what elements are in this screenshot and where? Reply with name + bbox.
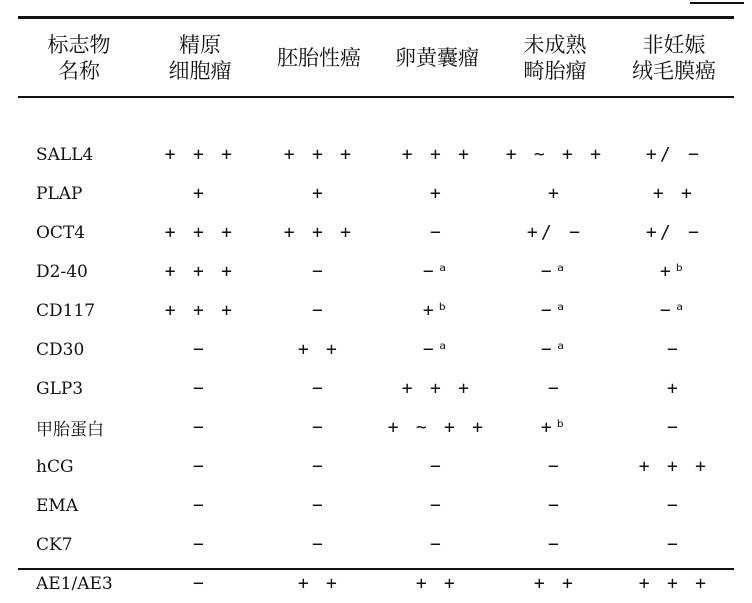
expression-value: − bbox=[311, 534, 327, 555]
expression-value: − bbox=[192, 378, 208, 399]
expression-value: + + bbox=[297, 339, 341, 360]
expression-value: +/ − bbox=[645, 144, 703, 165]
header-line: 精原 bbox=[179, 32, 221, 57]
marker-name-cell: CK7 bbox=[36, 534, 73, 555]
expression-value: + + + bbox=[401, 378, 473, 399]
expression-value: + + bbox=[415, 573, 459, 594]
header-yolk-sac-tumor bbox=[378, 20, 496, 96]
expression-cell bbox=[260, 447, 378, 486]
expression-value: − bbox=[547, 495, 563, 516]
marker-name-cell: EMA bbox=[36, 495, 79, 516]
expression-value: +ᵇ bbox=[540, 417, 570, 438]
marker-name-cell: PLAP bbox=[36, 183, 83, 204]
expression-value: − bbox=[666, 534, 682, 555]
expression-value: + + + bbox=[638, 573, 710, 594]
header-line: 名称 bbox=[58, 59, 100, 83]
expression-cell bbox=[496, 369, 614, 408]
expression-cell bbox=[496, 174, 614, 213]
expression-cell bbox=[140, 486, 260, 525]
expression-cell bbox=[496, 213, 614, 252]
expression-value: − bbox=[547, 456, 563, 477]
expression-cell bbox=[614, 330, 734, 369]
expression-value: + bbox=[311, 183, 327, 204]
expression-cell bbox=[260, 291, 378, 330]
expression-cell bbox=[496, 486, 614, 525]
header-line: 未成熟 bbox=[523, 32, 587, 57]
table-row bbox=[18, 369, 734, 408]
expression-cell bbox=[260, 564, 378, 603]
expression-cell bbox=[614, 252, 734, 291]
expression-value: − bbox=[429, 222, 445, 243]
expression-value: −ᵃ bbox=[540, 261, 570, 282]
marker-name-cell: 甲胎蛋白 bbox=[36, 420, 104, 440]
expression-value: + bbox=[666, 378, 682, 399]
expression-cell bbox=[260, 408, 378, 447]
expression-value: + + + bbox=[164, 261, 236, 282]
expression-cell bbox=[614, 369, 734, 408]
expression-value: −ᵃ bbox=[422, 339, 452, 360]
table-row bbox=[18, 291, 734, 330]
table-header bbox=[18, 20, 734, 96]
expression-value: − bbox=[192, 456, 208, 477]
expression-value: − bbox=[429, 534, 445, 555]
table-row bbox=[18, 486, 734, 525]
expression-cell bbox=[614, 213, 734, 252]
header-line: 标志物 bbox=[47, 32, 111, 57]
marker-name-cell: AE1/AE3 bbox=[36, 573, 113, 594]
expression-cell bbox=[260, 135, 378, 174]
expression-cell bbox=[260, 369, 378, 408]
expression-value: − bbox=[429, 495, 445, 516]
expression-cell bbox=[378, 174, 496, 213]
cropped-text-fragment bbox=[690, 0, 744, 7]
marker-name-cell: SALL4 bbox=[36, 144, 94, 165]
expression-cell bbox=[140, 135, 260, 174]
expression-cell bbox=[260, 525, 378, 564]
expression-cell bbox=[378, 369, 496, 408]
expression-value: + bbox=[547, 183, 563, 204]
header-line: 卵黄囊瘤 bbox=[395, 45, 479, 70]
marker-name-cell: CD117 bbox=[36, 300, 96, 321]
expression-cell bbox=[378, 564, 496, 603]
expression-value: + + + bbox=[164, 222, 236, 243]
expression-value: +/ − bbox=[526, 222, 584, 243]
expression-cell bbox=[140, 408, 260, 447]
header-marker-name bbox=[18, 20, 140, 96]
expression-cell bbox=[140, 252, 260, 291]
expression-value: − bbox=[311, 300, 327, 321]
expression-value: + + + bbox=[283, 144, 355, 165]
expression-cell bbox=[496, 330, 614, 369]
expression-value: +ᵇ bbox=[659, 261, 689, 282]
expression-value: − bbox=[311, 261, 327, 282]
table-row bbox=[18, 213, 734, 252]
expression-cell bbox=[496, 252, 614, 291]
expression-value: + + + bbox=[283, 222, 355, 243]
expression-value: + + + bbox=[401, 144, 473, 165]
expression-value: − bbox=[192, 339, 208, 360]
header-row bbox=[18, 20, 734, 96]
expression-value: −ᵃ bbox=[422, 261, 452, 282]
expression-cell bbox=[140, 174, 260, 213]
expression-cell bbox=[496, 564, 614, 603]
table-body bbox=[18, 96, 734, 603]
expression-cell bbox=[496, 291, 614, 330]
marker-name-cell: CD30 bbox=[36, 339, 85, 360]
expression-cell bbox=[378, 330, 496, 369]
expression-cell bbox=[378, 408, 496, 447]
expression-value: − bbox=[429, 456, 445, 477]
header-line: 细胞瘤 bbox=[168, 59, 232, 83]
expression-value: − bbox=[666, 495, 682, 516]
expression-cell bbox=[260, 252, 378, 291]
marker-name-cell: hCG bbox=[36, 456, 74, 477]
expression-value: − bbox=[666, 417, 682, 438]
expression-cell bbox=[496, 447, 614, 486]
expression-cell bbox=[378, 213, 496, 252]
marker-name-cell: D2-40 bbox=[36, 261, 88, 282]
expression-value: + + bbox=[652, 183, 696, 204]
expression-value: −ᵃ bbox=[659, 300, 689, 321]
table-row bbox=[18, 408, 734, 447]
header-line: 非妊娠 bbox=[642, 32, 706, 57]
expression-cell bbox=[614, 564, 734, 603]
expression-value: − bbox=[192, 495, 208, 516]
expression-value: +/ − bbox=[645, 222, 703, 243]
table-row bbox=[18, 525, 734, 564]
expression-cell bbox=[614, 525, 734, 564]
expression-value: − bbox=[192, 534, 208, 555]
expression-value: − bbox=[192, 573, 208, 594]
expression-value: −ᵃ bbox=[540, 300, 570, 321]
expression-cell bbox=[140, 369, 260, 408]
marker-name-cell: GLP3 bbox=[36, 378, 84, 399]
expression-cell bbox=[378, 291, 496, 330]
table-row bbox=[18, 564, 734, 603]
marker-name-cell: OCT4 bbox=[36, 222, 86, 243]
expression-value: + + bbox=[533, 573, 577, 594]
expression-value: − bbox=[311, 456, 327, 477]
expression-cell bbox=[140, 213, 260, 252]
expression-cell bbox=[378, 252, 496, 291]
header-immature-teratoma bbox=[496, 20, 614, 96]
table-row bbox=[18, 174, 734, 213]
expression-value: + bbox=[192, 183, 208, 204]
expression-cell bbox=[614, 408, 734, 447]
expression-cell bbox=[496, 135, 614, 174]
immunohistochemistry-table bbox=[18, 20, 734, 603]
expression-cell bbox=[260, 330, 378, 369]
expression-value: − bbox=[311, 378, 327, 399]
expression-cell bbox=[614, 291, 734, 330]
expression-value: + + + bbox=[638, 456, 710, 477]
expression-cell bbox=[378, 486, 496, 525]
expression-cell bbox=[614, 174, 734, 213]
expression-cell bbox=[614, 135, 734, 174]
header-line: 胚胎性癌 bbox=[277, 45, 361, 70]
expression-cell bbox=[378, 135, 496, 174]
expression-cell bbox=[140, 564, 260, 603]
expression-value: + + bbox=[297, 573, 341, 594]
header-gap bbox=[18, 96, 734, 135]
expression-value: + bbox=[429, 183, 445, 204]
expression-value: − bbox=[666, 339, 682, 360]
expression-value: − bbox=[547, 378, 563, 399]
header-choriocarcinoma bbox=[614, 20, 734, 96]
table-top-rule bbox=[18, 16, 734, 19]
expression-cell bbox=[260, 174, 378, 213]
expression-cell bbox=[496, 525, 614, 564]
expression-cell bbox=[140, 291, 260, 330]
expression-value: + + + bbox=[164, 300, 236, 321]
table-row bbox=[18, 330, 734, 369]
expression-cell bbox=[140, 447, 260, 486]
expression-value: − bbox=[311, 495, 327, 516]
expression-cell bbox=[496, 408, 614, 447]
header-embryonal-carcinoma bbox=[260, 20, 378, 96]
expression-cell bbox=[140, 525, 260, 564]
expression-value: −ᵃ bbox=[540, 339, 570, 360]
expression-cell bbox=[378, 525, 496, 564]
table-row bbox=[18, 447, 734, 486]
table-row bbox=[18, 135, 734, 174]
expression-cell bbox=[614, 486, 734, 525]
expression-value: − bbox=[311, 417, 327, 438]
expression-value: + ~ + + bbox=[387, 417, 487, 438]
expression-value: − bbox=[547, 534, 563, 555]
expression-value: + + + bbox=[164, 144, 236, 165]
header-line: 绒毛膜癌 bbox=[632, 59, 716, 83]
expression-cell bbox=[378, 447, 496, 486]
expression-value: − bbox=[192, 417, 208, 438]
expression-value: + ~ + + bbox=[505, 144, 605, 165]
expression-cell bbox=[260, 486, 378, 525]
header-seminoma bbox=[140, 20, 260, 96]
header-line: 畸胎瘤 bbox=[523, 59, 587, 83]
expression-cell bbox=[140, 330, 260, 369]
table-row bbox=[18, 252, 734, 291]
expression-value: +ᵇ bbox=[422, 300, 452, 321]
expression-cell bbox=[614, 447, 734, 486]
expression-cell bbox=[260, 213, 378, 252]
